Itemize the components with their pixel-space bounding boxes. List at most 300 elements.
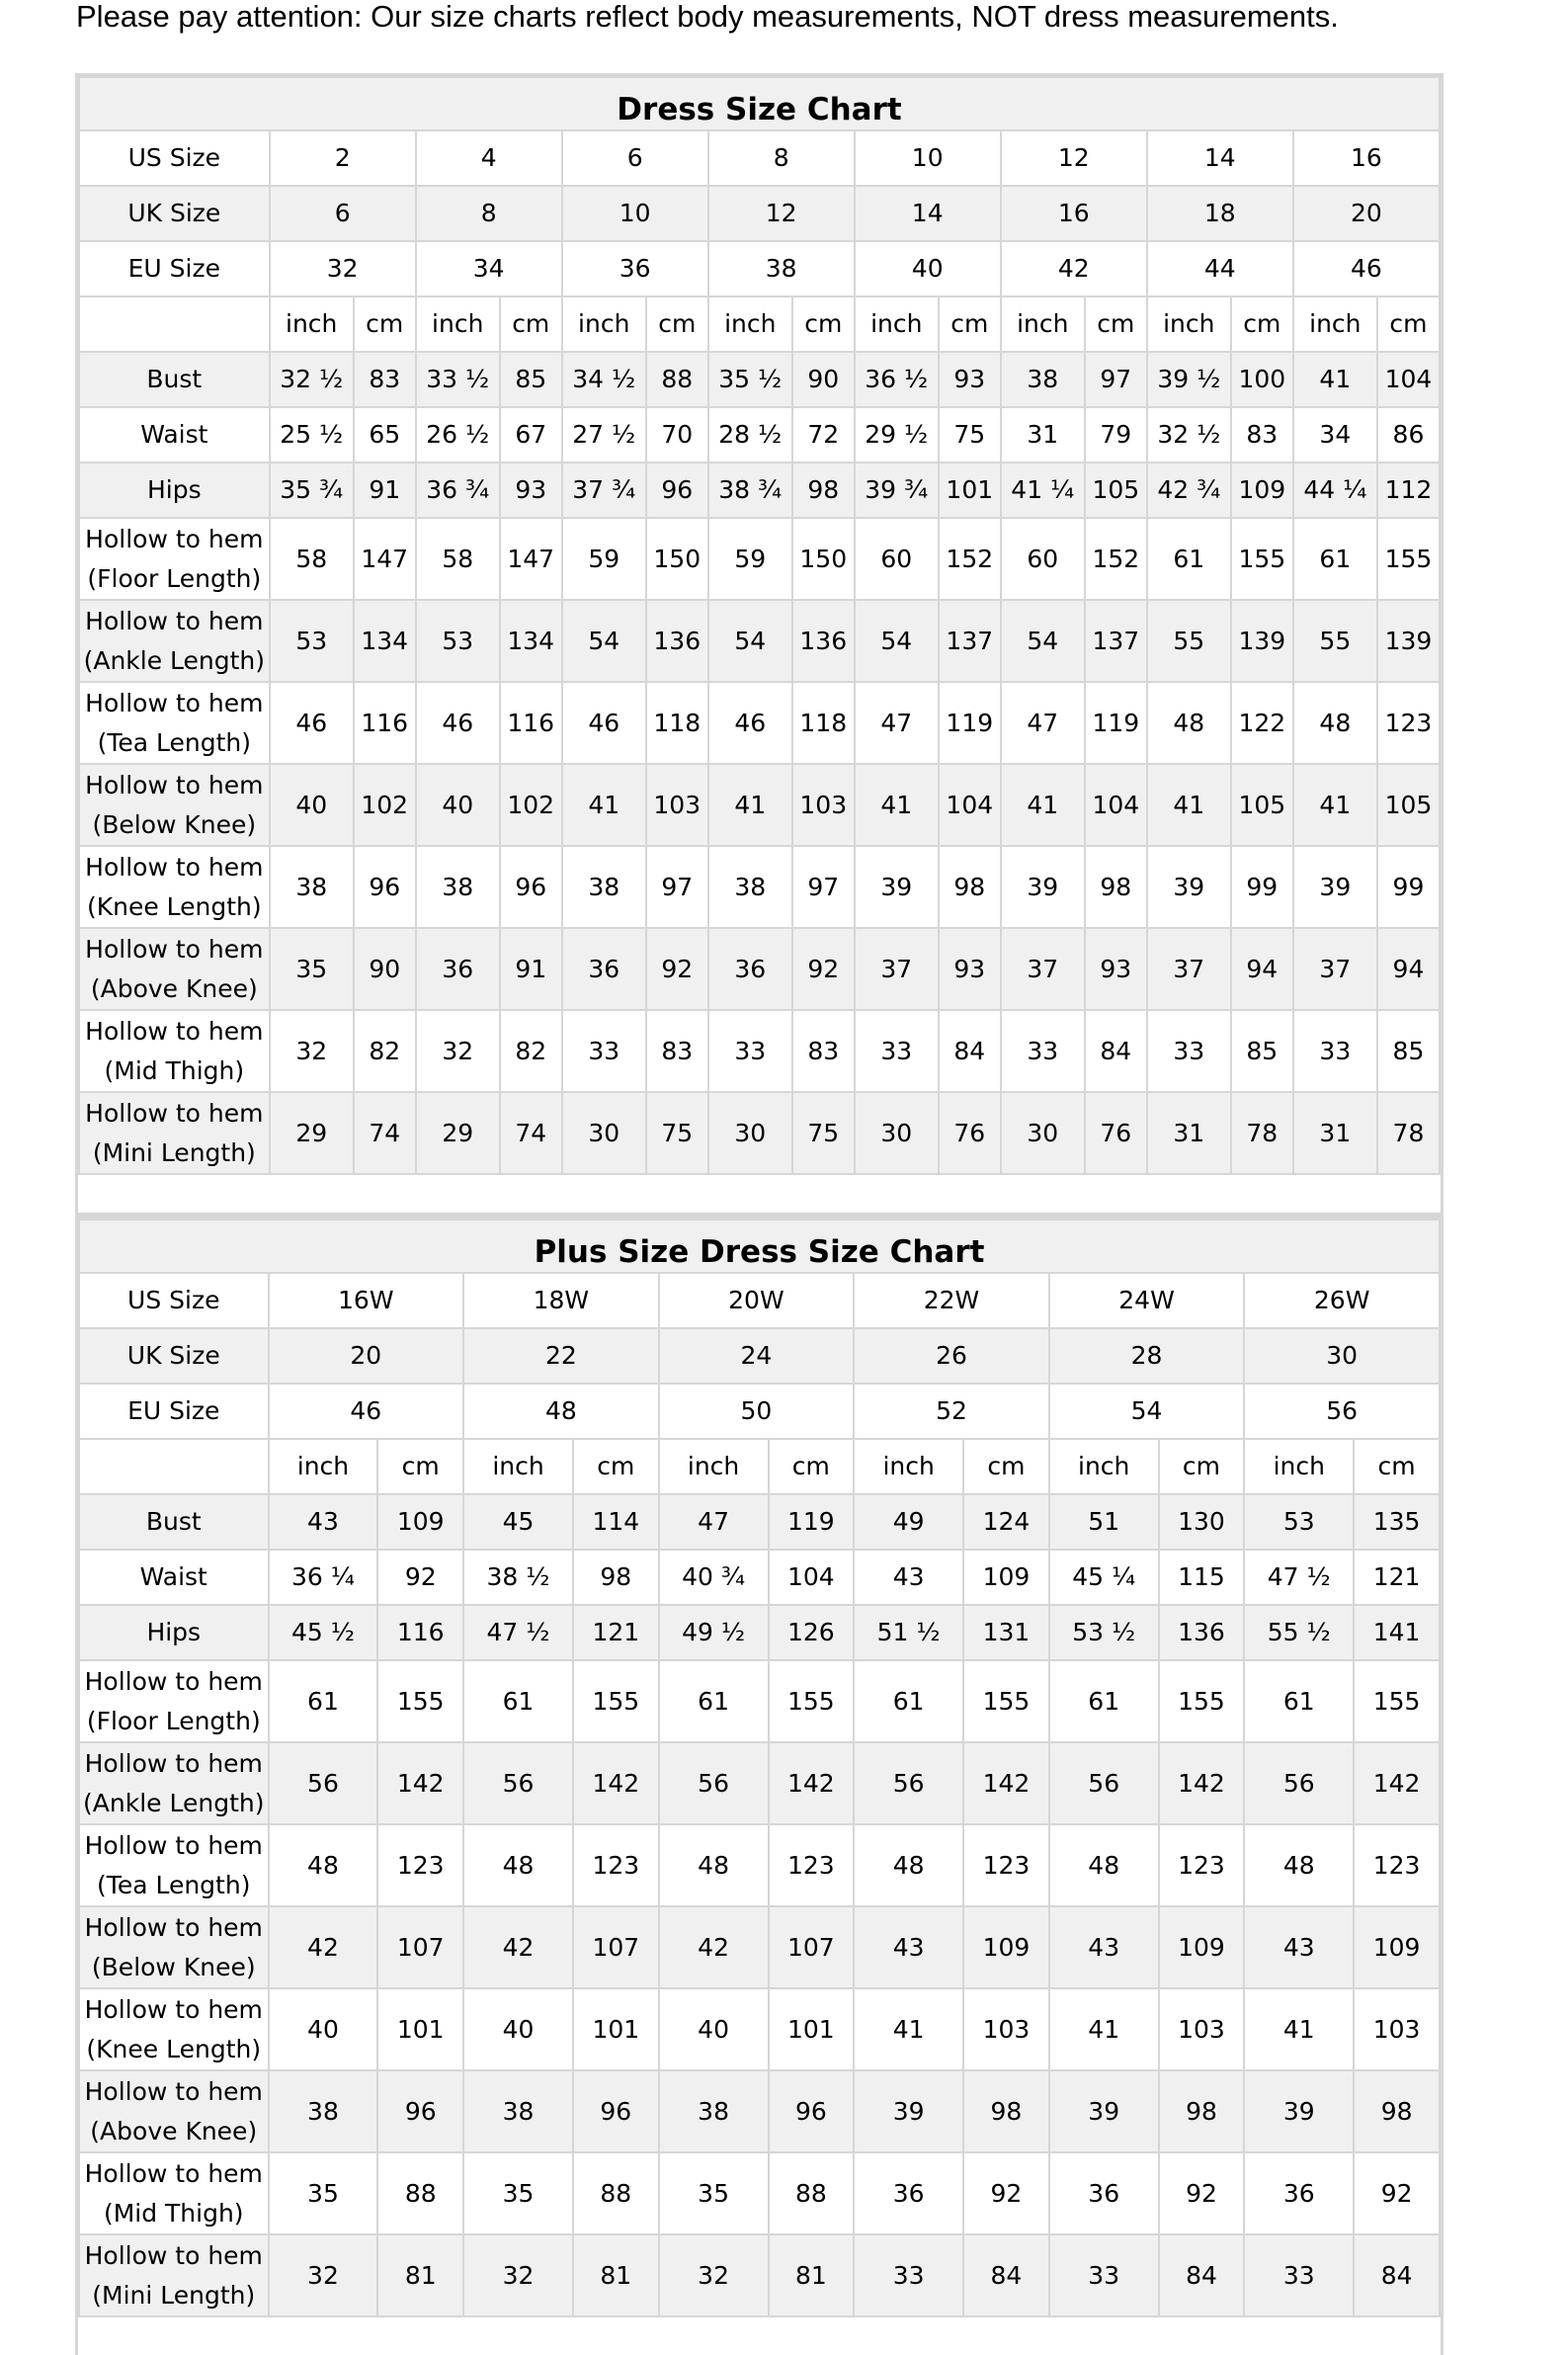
size-cell: 56 bbox=[1244, 1384, 1440, 1439]
measurement-row bbox=[79, 682, 1440, 764]
unit-inch-cell: inch bbox=[463, 1439, 573, 1494]
measurement-value: 90 bbox=[792, 352, 855, 407]
measurement-value: 100 bbox=[1231, 352, 1293, 407]
size-cell: 26 bbox=[854, 1328, 1049, 1384]
eu-size-row bbox=[79, 1384, 1440, 1439]
measurement-value: 81 bbox=[769, 2234, 855, 2316]
size-cell: 20W bbox=[659, 1273, 855, 1328]
size-cell: 10 bbox=[855, 130, 1001, 186]
measurement-value: 90 bbox=[354, 928, 416, 1010]
measurement-value: 41 bbox=[1147, 764, 1231, 846]
measurement-value: 98 bbox=[1085, 846, 1147, 928]
measurement-value: 121 bbox=[1354, 1550, 1440, 1605]
measurement-value: 47 bbox=[855, 682, 939, 764]
dress-size-table bbox=[78, 76, 1441, 1175]
measurement-value: 37 bbox=[1147, 928, 1231, 1010]
measurement-value: 33 bbox=[1147, 1010, 1231, 1092]
row-label: US Size bbox=[79, 1273, 269, 1328]
measurement-row bbox=[79, 1550, 1440, 1605]
measurement-value: 103 bbox=[1159, 1988, 1245, 2070]
size-cell: 50 bbox=[659, 1384, 855, 1439]
unit-inch-cell: inch bbox=[659, 1439, 769, 1494]
size-cell: 36 bbox=[562, 241, 708, 296]
measurement-value: 147 bbox=[500, 518, 562, 600]
measurement-value: 56 bbox=[1049, 1742, 1159, 1824]
measurement-value: 35 ½ bbox=[708, 352, 792, 407]
measurement-value: 42 bbox=[269, 1906, 378, 1988]
measurement-value: 114 bbox=[573, 1494, 659, 1550]
measurement-value: 54 bbox=[1001, 600, 1085, 682]
measurement-row bbox=[79, 1010, 1440, 1092]
measurement-value: 46 bbox=[416, 682, 500, 764]
measurement-value: 104 bbox=[1085, 764, 1147, 846]
unit-cm-cell: cm bbox=[573, 1439, 659, 1494]
measurement-value: 124 bbox=[963, 1494, 1049, 1550]
measurement-value: 152 bbox=[1085, 518, 1147, 600]
measurement-value: 75 bbox=[939, 407, 1001, 463]
measurement-value: 105 bbox=[1231, 764, 1293, 846]
measurement-value: 141 bbox=[1354, 1605, 1440, 1660]
measurement-value: 84 bbox=[963, 2234, 1049, 2316]
measurement-value: 32 bbox=[659, 2234, 769, 2316]
measurement-value: 98 bbox=[792, 463, 855, 518]
measurement-value: 75 bbox=[646, 1092, 708, 1174]
measurement-value: 155 bbox=[769, 1660, 855, 1742]
measurement-value: 82 bbox=[500, 1010, 562, 1092]
unit-inch-cell: inch bbox=[854, 1439, 963, 1494]
measurement-value: 142 bbox=[769, 1742, 855, 1824]
size-cell: 30 bbox=[1244, 1328, 1440, 1384]
measurement-value: 105 bbox=[1085, 463, 1147, 518]
measurement-value: 107 bbox=[573, 1906, 659, 1988]
size-cell: 4 bbox=[416, 130, 562, 186]
unit-cm-cell: cm bbox=[769, 1439, 855, 1494]
measurement-value: 98 bbox=[1354, 2070, 1440, 2152]
measurement-value: 123 bbox=[1354, 1824, 1440, 1906]
measurement-value: 123 bbox=[1377, 682, 1440, 764]
measurement-value: 93 bbox=[939, 928, 1001, 1010]
measurement-value: 130 bbox=[1159, 1494, 1245, 1550]
measurement-value: 43 bbox=[1244, 1906, 1354, 1988]
measurement-value: 150 bbox=[646, 518, 708, 600]
measurement-value: 96 bbox=[500, 846, 562, 928]
measurement-value: 123 bbox=[963, 1824, 1049, 1906]
measurement-value: 107 bbox=[769, 1906, 855, 1988]
measurement-value: 29 bbox=[416, 1092, 500, 1174]
measurement-value: 92 bbox=[792, 928, 855, 1010]
measurement-value: 136 bbox=[792, 600, 855, 682]
chart-title-row bbox=[79, 1220, 1440, 1273]
measurement-value: 59 bbox=[708, 518, 792, 600]
measurement-value: 48 bbox=[1293, 682, 1377, 764]
measurement-value: 94 bbox=[1231, 928, 1293, 1010]
size-cell: 20 bbox=[269, 1328, 464, 1384]
measurement-value: 53 bbox=[270, 600, 354, 682]
measurement-value: 33 bbox=[1293, 1010, 1377, 1092]
measurement-value: 60 bbox=[855, 518, 939, 600]
measurement-value: 116 bbox=[500, 682, 562, 764]
size-cell: 44 bbox=[1147, 241, 1293, 296]
measurement-value: 88 bbox=[377, 2152, 463, 2234]
measurement-value: 53 bbox=[416, 600, 500, 682]
measurement-value: 45 ¼ bbox=[1049, 1550, 1159, 1605]
measurement-value: 98 bbox=[963, 2070, 1049, 2152]
measurement-value: 36 bbox=[562, 928, 646, 1010]
measurement-value: 31 bbox=[1293, 1092, 1377, 1174]
measurement-value: 155 bbox=[377, 1660, 463, 1742]
measurement-value: 139 bbox=[1377, 600, 1440, 682]
measurement-value: 142 bbox=[377, 1742, 463, 1824]
measurement-value: 29 ½ bbox=[855, 407, 939, 463]
measurement-value: 56 bbox=[854, 1742, 963, 1824]
unit-cm-cell: cm bbox=[1354, 1439, 1440, 1494]
size-cell: 8 bbox=[416, 186, 562, 241]
measurement-value: 88 bbox=[769, 2152, 855, 2234]
measurement-row bbox=[79, 518, 1440, 600]
measurement-value: 56 bbox=[659, 1742, 769, 1824]
measurement-value: 33 bbox=[1001, 1010, 1085, 1092]
measurement-value: 33 ½ bbox=[416, 352, 500, 407]
measurement-value: 39 ½ bbox=[1147, 352, 1231, 407]
row-label: EU Size bbox=[79, 241, 270, 296]
chart-title: Plus Size Dress Size Chart bbox=[79, 1220, 1440, 1273]
measurement-value: 65 bbox=[354, 407, 416, 463]
measurement-value: 38 ¾ bbox=[708, 463, 792, 518]
measurement-row bbox=[79, 1988, 1440, 2070]
unit-cm-cell: cm bbox=[377, 1439, 463, 1494]
size-cell: 28 bbox=[1049, 1328, 1245, 1384]
measurement-label: Hollow to hem (Knee Length) bbox=[79, 1988, 269, 2070]
size-cell: 12 bbox=[1001, 130, 1147, 186]
size-cell: 38 bbox=[708, 241, 855, 296]
measurement-value: 112 bbox=[1377, 463, 1440, 518]
measurement-value: 101 bbox=[573, 1988, 659, 2070]
measurement-value: 39 bbox=[1147, 846, 1231, 928]
measurement-value: 28 ½ bbox=[708, 407, 792, 463]
unit-cm-cell: cm bbox=[1159, 1439, 1245, 1494]
size-cell: 2 bbox=[270, 130, 416, 186]
size-cell: 24 bbox=[659, 1328, 855, 1384]
measurement-value: 103 bbox=[646, 764, 708, 846]
measurement-value: 55 ½ bbox=[1244, 1605, 1354, 1660]
measurement-value: 104 bbox=[939, 764, 1001, 846]
measurement-value: 36 bbox=[854, 2152, 963, 2234]
measurement-label: Hips bbox=[79, 463, 270, 518]
unit-cm-cell: cm bbox=[1377, 296, 1440, 352]
measurement-value: 92 bbox=[646, 928, 708, 1010]
measurement-value: 61 bbox=[463, 1660, 573, 1742]
unit-inch-cell: inch bbox=[1001, 296, 1085, 352]
size-cell: 16 bbox=[1293, 130, 1440, 186]
measurement-label: Hollow to hem (Below Knee) bbox=[79, 764, 270, 846]
measurement-value: 37 bbox=[1001, 928, 1085, 1010]
measurement-value: 147 bbox=[354, 518, 416, 600]
measurement-value: 103 bbox=[792, 764, 855, 846]
size-cell: 54 bbox=[1049, 1384, 1245, 1439]
measurement-value: 45 bbox=[463, 1494, 573, 1550]
unit-cm-cell: cm bbox=[792, 296, 855, 352]
measurement-value: 119 bbox=[769, 1494, 855, 1550]
measurement-value: 39 bbox=[1001, 846, 1085, 928]
measurement-label: Hollow to hem (Ankle Length) bbox=[79, 1742, 269, 1824]
unit-cm-cell: cm bbox=[939, 296, 1001, 352]
size-cell: 42 bbox=[1001, 241, 1147, 296]
measurement-value: 84 bbox=[939, 1010, 1001, 1092]
chart-title: Dress Size Chart bbox=[79, 77, 1440, 130]
measurement-value: 84 bbox=[1354, 2234, 1440, 2316]
measurement-row bbox=[79, 1494, 1440, 1550]
measurement-value: 41 bbox=[855, 764, 939, 846]
measurement-value: 61 bbox=[659, 1660, 769, 1742]
unit-inch-cell: inch bbox=[1293, 296, 1377, 352]
measurement-value: 155 bbox=[1377, 518, 1440, 600]
measurement-value: 74 bbox=[500, 1092, 562, 1174]
measurement-value: 116 bbox=[377, 1605, 463, 1660]
chart-title-row bbox=[79, 77, 1440, 130]
measurement-label: Hollow to hem (Mid Thigh) bbox=[79, 1010, 270, 1092]
us-size-row bbox=[79, 1273, 1440, 1328]
measurement-value: 41 bbox=[1293, 352, 1377, 407]
measurement-value: 44 ¼ bbox=[1293, 463, 1377, 518]
unit-inch-cell: inch bbox=[562, 296, 646, 352]
measurement-row bbox=[79, 463, 1440, 518]
size-cell: 24W bbox=[1049, 1273, 1245, 1328]
measurement-value: 83 bbox=[354, 352, 416, 407]
measurement-value: 29 bbox=[270, 1092, 354, 1174]
measurement-value: 38 bbox=[708, 846, 792, 928]
measurement-value: 74 bbox=[354, 1092, 416, 1174]
measurement-value: 38 ½ bbox=[463, 1550, 573, 1605]
size-cell: 46 bbox=[1293, 241, 1440, 296]
size-cell: 8 bbox=[708, 130, 855, 186]
measurement-value: 34 ½ bbox=[562, 352, 646, 407]
measurement-value: 102 bbox=[500, 764, 562, 846]
unit-row-blank bbox=[79, 296, 270, 352]
measurement-value: 123 bbox=[377, 1824, 463, 1906]
measurement-value: 54 bbox=[562, 600, 646, 682]
measurement-value: 49 ½ bbox=[659, 1605, 769, 1660]
measurement-value: 85 bbox=[1231, 1010, 1293, 1092]
measurement-value: 56 bbox=[1244, 1742, 1354, 1824]
measurement-value: 38 bbox=[270, 846, 354, 928]
measurement-value: 76 bbox=[939, 1092, 1001, 1174]
measurement-value: 48 bbox=[269, 1824, 378, 1906]
measurement-label: Waist bbox=[79, 1550, 269, 1605]
size-cell: 14 bbox=[855, 186, 1001, 241]
measurement-value: 123 bbox=[573, 1824, 659, 1906]
measurement-value: 150 bbox=[792, 518, 855, 600]
unit-inch-cell: inch bbox=[708, 296, 792, 352]
measurement-value: 37 ¾ bbox=[562, 463, 646, 518]
measurement-value: 46 bbox=[270, 682, 354, 764]
measurement-value: 67 bbox=[500, 407, 562, 463]
measurement-value: 152 bbox=[939, 518, 1001, 600]
measurement-value: 41 bbox=[854, 1988, 963, 2070]
measurement-value: 39 bbox=[1049, 2070, 1159, 2152]
measurement-row bbox=[79, 1605, 1440, 1660]
measurement-value: 123 bbox=[769, 1824, 855, 1906]
measurement-value: 85 bbox=[1377, 1010, 1440, 1092]
measurement-value: 33 bbox=[854, 2234, 963, 2316]
measurement-value: 38 bbox=[1001, 352, 1085, 407]
measurement-row bbox=[79, 407, 1440, 463]
measurement-value: 38 bbox=[463, 2070, 573, 2152]
measurement-value: 97 bbox=[646, 846, 708, 928]
measurement-value: 60 bbox=[1001, 518, 1085, 600]
measurement-value: 76 bbox=[1085, 1092, 1147, 1174]
unit-inch-cell: inch bbox=[269, 1439, 378, 1494]
plus-size-table bbox=[78, 1219, 1441, 2317]
measurement-value: 134 bbox=[354, 600, 416, 682]
measurement-value: 61 bbox=[269, 1660, 378, 1742]
measurement-value: 109 bbox=[1354, 1906, 1440, 1988]
measurement-value: 75 bbox=[792, 1092, 855, 1174]
measurement-value: 38 bbox=[562, 846, 646, 928]
measurement-value: 31 bbox=[1001, 407, 1085, 463]
measurement-value: 39 bbox=[1244, 2070, 1354, 2152]
measurement-value: 36 ¾ bbox=[416, 463, 500, 518]
row-label: US Size bbox=[79, 130, 270, 186]
measurement-value: 61 bbox=[1244, 1660, 1354, 1742]
measurement-value: 131 bbox=[963, 1605, 1049, 1660]
measurement-value: 32 ½ bbox=[1147, 407, 1231, 463]
eu-size-row bbox=[79, 241, 1440, 296]
measurement-value: 97 bbox=[792, 846, 855, 928]
measurement-value: 99 bbox=[1377, 846, 1440, 928]
measurement-value: 33 bbox=[855, 1010, 939, 1092]
measurement-value: 42 bbox=[659, 1906, 769, 1988]
measurement-value: 123 bbox=[1159, 1824, 1245, 1906]
measurement-label: Hollow to hem (Mid Thigh) bbox=[79, 2152, 269, 2234]
size-cell: 34 bbox=[416, 241, 562, 296]
measurement-value: 49 bbox=[854, 1494, 963, 1550]
size-cell: 52 bbox=[854, 1384, 1049, 1439]
measurement-value: 103 bbox=[963, 1988, 1049, 2070]
measurement-value: 134 bbox=[500, 600, 562, 682]
unit-inch-cell: inch bbox=[1049, 1439, 1159, 1494]
measurement-value: 33 bbox=[1244, 2234, 1354, 2316]
measurement-value: 82 bbox=[354, 1010, 416, 1092]
measurement-value: 91 bbox=[500, 928, 562, 1010]
size-cell: 18 bbox=[1147, 186, 1293, 241]
measurement-value: 40 bbox=[659, 1988, 769, 2070]
measurement-row bbox=[79, 764, 1440, 846]
measurement-value: 42 bbox=[463, 1906, 573, 1988]
unit-cm-cell: cm bbox=[500, 296, 562, 352]
measurement-value: 37 bbox=[855, 928, 939, 1010]
measurement-value: 36 ½ bbox=[855, 352, 939, 407]
unit-cm-cell: cm bbox=[1231, 296, 1293, 352]
measurement-value: 85 bbox=[500, 352, 562, 407]
measurement-value: 55 bbox=[1147, 600, 1231, 682]
measurement-value: 33 bbox=[562, 1010, 646, 1092]
measurement-value: 48 bbox=[659, 1824, 769, 1906]
measurement-value: 33 bbox=[708, 1010, 792, 1092]
measurement-value: 83 bbox=[1231, 407, 1293, 463]
unit-inch-cell: inch bbox=[1147, 296, 1231, 352]
dress-size-chart bbox=[75, 73, 1444, 1216]
size-cell: 12 bbox=[708, 186, 855, 241]
measurement-value: 118 bbox=[646, 682, 708, 764]
size-cell: 20 bbox=[1293, 186, 1440, 241]
measurement-value: 38 bbox=[659, 2070, 769, 2152]
measurement-value: 51 bbox=[1049, 1494, 1159, 1550]
measurement-value: 32 bbox=[463, 2234, 573, 2316]
measurement-value: 59 bbox=[562, 518, 646, 600]
measurement-value: 97 bbox=[1085, 352, 1147, 407]
measurement-value: 39 ¾ bbox=[855, 463, 939, 518]
measurement-value: 136 bbox=[1159, 1605, 1245, 1660]
measurement-value: 43 bbox=[1049, 1906, 1159, 1988]
measurement-label: Bust bbox=[79, 1494, 269, 1550]
measurement-value: 96 bbox=[573, 2070, 659, 2152]
measurement-value: 48 bbox=[463, 1824, 573, 1906]
measurement-value: 53 bbox=[1244, 1494, 1354, 1550]
measurement-row bbox=[79, 928, 1440, 1010]
measurement-value: 121 bbox=[573, 1605, 659, 1660]
measurement-label: Waist bbox=[79, 407, 270, 463]
measurement-value: 36 bbox=[708, 928, 792, 1010]
measurement-row bbox=[79, 2234, 1440, 2316]
measurement-value: 61 bbox=[1147, 518, 1231, 600]
measurement-value: 155 bbox=[963, 1660, 1049, 1742]
measurement-value: 53 ½ bbox=[1049, 1605, 1159, 1660]
measurement-value: 41 bbox=[1244, 1988, 1354, 2070]
measurement-value: 48 bbox=[854, 1824, 963, 1906]
measurement-value: 84 bbox=[1085, 1010, 1147, 1092]
measurement-label: Hollow to hem (Mini Length) bbox=[79, 1092, 270, 1174]
measurement-value: 51 ½ bbox=[854, 1605, 963, 1660]
measurement-value: 96 bbox=[646, 463, 708, 518]
measurement-value: 94 bbox=[1377, 928, 1440, 1010]
measurement-value: 30 bbox=[1001, 1092, 1085, 1174]
measurement-value: 101 bbox=[769, 1988, 855, 2070]
measurement-value: 83 bbox=[646, 1010, 708, 1092]
measurement-label: Hollow to hem (Knee Length) bbox=[79, 846, 270, 928]
measurement-value: 47 ½ bbox=[463, 1605, 573, 1660]
measurement-value: 39 bbox=[1293, 846, 1377, 928]
measurement-value: 38 bbox=[269, 2070, 378, 2152]
measurement-value: 109 bbox=[1231, 463, 1293, 518]
size-notice: Please pay attention: Our size charts reflect body measurements, NOT dress measurements. bbox=[76, 0, 1339, 34]
size-cell: 26W bbox=[1244, 1273, 1440, 1328]
measurement-value: 122 bbox=[1231, 682, 1293, 764]
measurement-value: 45 ½ bbox=[269, 1605, 378, 1660]
measurement-value: 41 bbox=[1001, 764, 1085, 846]
size-cell: 32 bbox=[270, 241, 416, 296]
measurement-value: 35 bbox=[659, 2152, 769, 2234]
measurement-value: 48 bbox=[1244, 1824, 1354, 1906]
measurement-value: 98 bbox=[573, 1550, 659, 1605]
measurement-value: 48 bbox=[1147, 682, 1231, 764]
unit-inch-cell: inch bbox=[416, 296, 500, 352]
measurement-value: 34 bbox=[1293, 407, 1377, 463]
size-cell: 6 bbox=[562, 130, 708, 186]
unit-cm-cell: cm bbox=[1085, 296, 1147, 352]
measurement-row bbox=[79, 352, 1440, 407]
measurement-value: 43 bbox=[854, 1906, 963, 1988]
measurement-value: 93 bbox=[939, 352, 1001, 407]
uk-size-row bbox=[79, 1328, 1440, 1384]
measurement-value: 101 bbox=[939, 463, 1001, 518]
us-size-row bbox=[79, 130, 1440, 186]
measurement-value: 142 bbox=[963, 1742, 1049, 1824]
measurement-value: 105 bbox=[1377, 764, 1440, 846]
measurement-value: 137 bbox=[939, 600, 1001, 682]
measurement-value: 119 bbox=[1085, 682, 1147, 764]
measurement-value: 92 bbox=[963, 2152, 1049, 2234]
measurement-value: 88 bbox=[646, 352, 708, 407]
